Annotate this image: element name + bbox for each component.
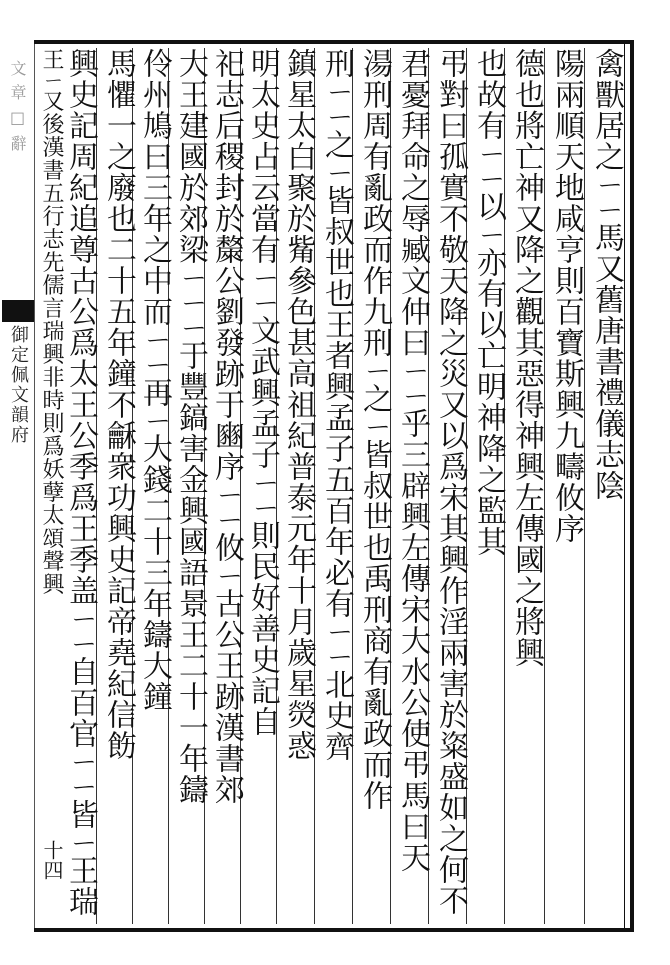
text-column: 鎮星太白聚於觜參色甚高祖紀普泰元年十月歲星熒惑 xyxy=(281,48,316,761)
page-frame-bottom xyxy=(34,928,634,932)
text-column: 王ㄧ又後漢書五行志先儒言瑞興非時則爲妖孽太頌聲興 xyxy=(39,48,64,596)
page-frame-inner-right xyxy=(624,44,625,928)
margin-book-title: 御定佩文韻府 xyxy=(8,325,29,445)
text-column: 明太史占云當有ㄧㄧ文武興孟子ㄧㄧ則民好善史記自 xyxy=(245,48,280,737)
text-column: 大王建國於郊梁ㄧㄧㄧ于豐鎬害金興國語景王二十一年鑄 xyxy=(173,48,208,805)
folio-number: 十四 xyxy=(40,840,64,880)
text-column: 湯刑周有亂政而作九刑ㄧ之ㄧ皆叔世也禹刑商有亂政而作 xyxy=(357,48,392,811)
text-column: 祀志后稷封於斄公劉發跡于豳序ㄧㄧ攸ㄧ古公王跡漢書郊 xyxy=(209,48,244,805)
page-frame-left xyxy=(34,44,35,928)
text-column: 德也將亡神又降之觀其惡得神興左傳國之將興 xyxy=(509,48,544,668)
margin-fragment: 文章□辭 xyxy=(8,60,27,159)
text-column: 也故有ㄧㄧ以ㄧ亦有以亡明神降之監其 xyxy=(471,48,506,557)
page-frame-top xyxy=(34,40,634,44)
column-rule xyxy=(544,48,545,924)
column-rule xyxy=(584,48,585,924)
text-column: 陽兩順天地咸亨則百寶斯興九疇攸序 xyxy=(549,48,584,544)
text-column: 禽獸居之ㄧㄧ馬又舊唐書禮儀志陰 xyxy=(589,48,624,501)
text-column: 伶州鳩曰三年之中而ㄧㄧ再ㄧ大錢二十三年鑄大鐘 xyxy=(137,48,172,712)
text-column: 刑ㄧㄧ之ㄧ皆叔世也王者興孟子五百年必有ㄧㄧ北史齊 xyxy=(319,48,354,762)
text-column: 君憂拜命之辱臧文仲曰ㄧㄧ乎三辟興左傳宋大水公使弔馬曰天 xyxy=(395,48,430,873)
fishtail-mark xyxy=(2,300,34,322)
page-frame-right xyxy=(630,40,634,932)
text-column: 興史記周紀追尊古公爲太王公季爲王季盖ㄧㄧ自百官ㄧㄧ皆ㄧ王瑞 xyxy=(63,48,98,917)
text-column: 弔對曰孤實不敬天降之災又以爲宋其興作淫兩害於粢盛如之何不 xyxy=(433,48,468,916)
text-column: 馬懼一之廢也二十五年鐘不龢衆功興史記帝堯紀信飭 xyxy=(101,48,136,761)
